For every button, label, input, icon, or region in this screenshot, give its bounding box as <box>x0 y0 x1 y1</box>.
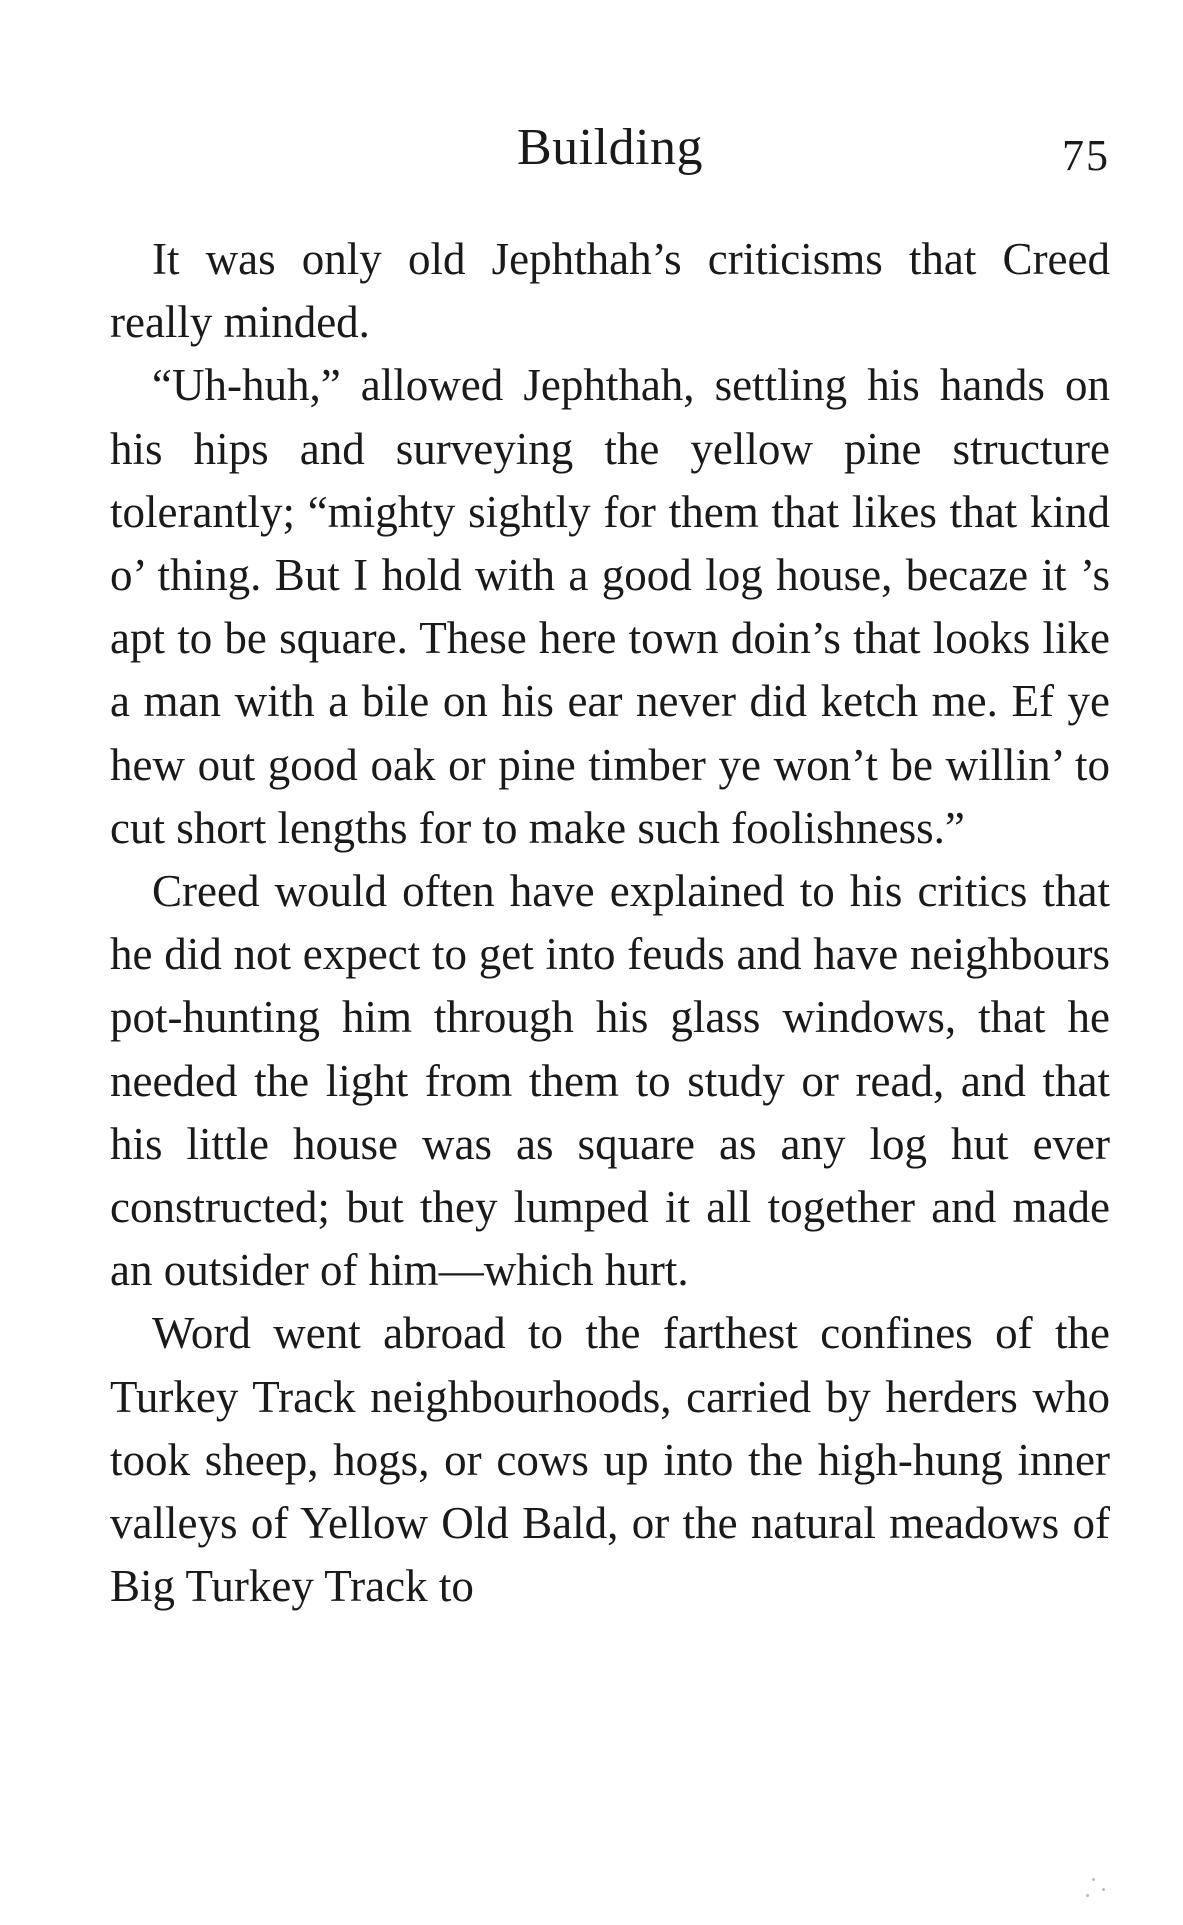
scan-speck <box>1102 1888 1105 1891</box>
paragraph: Creed would often have explained to his critics that he did not expect to get into feuds and have neighbours pot-hunting him through his glass windows, that he needed the light from them to study or read, and that his little house was as square as any log hut ever constructed; but they lumped it all together and made an outsider of him—which hurt. <box>110 866 1110 1296</box>
paragraph: Word went abroad to the farthest confines of the Turkey Track neighbourhoods, carried by herders who took sheep, hogs, or cows up into the high-hung inner valleys of Yellow Old Bald, or the natural meadows of Big Turkey Track to <box>110 1308 1110 1612</box>
paragraph: “Uh-huh,” allowed Jephthah, settling his hands on his hips and surveying the yellow pine structure tolerantly; “mighty sightly for them that likes that kind o’ thing. But I hold with a good log house, becaze it ’s apt to be square. These here town doin’s that looks like a man with a bile on his ear never did ketch me. Ef ye hew out good oak or pine timber ye won’t be willin’ to cut short lengths for to make such foolishness.” <box>110 360 1110 853</box>
body-text <box>110 228 1110 1618</box>
running-head <box>110 118 1110 188</box>
page-number: 75 <box>1062 131 1110 180</box>
scan-speck <box>1092 1878 1095 1881</box>
scan-speck <box>1086 1894 1089 1897</box>
running-title: Building <box>516 119 704 176</box>
paragraph: It was only old Jephthah’s criticisms that Creed really minded. <box>110 234 1110 348</box>
